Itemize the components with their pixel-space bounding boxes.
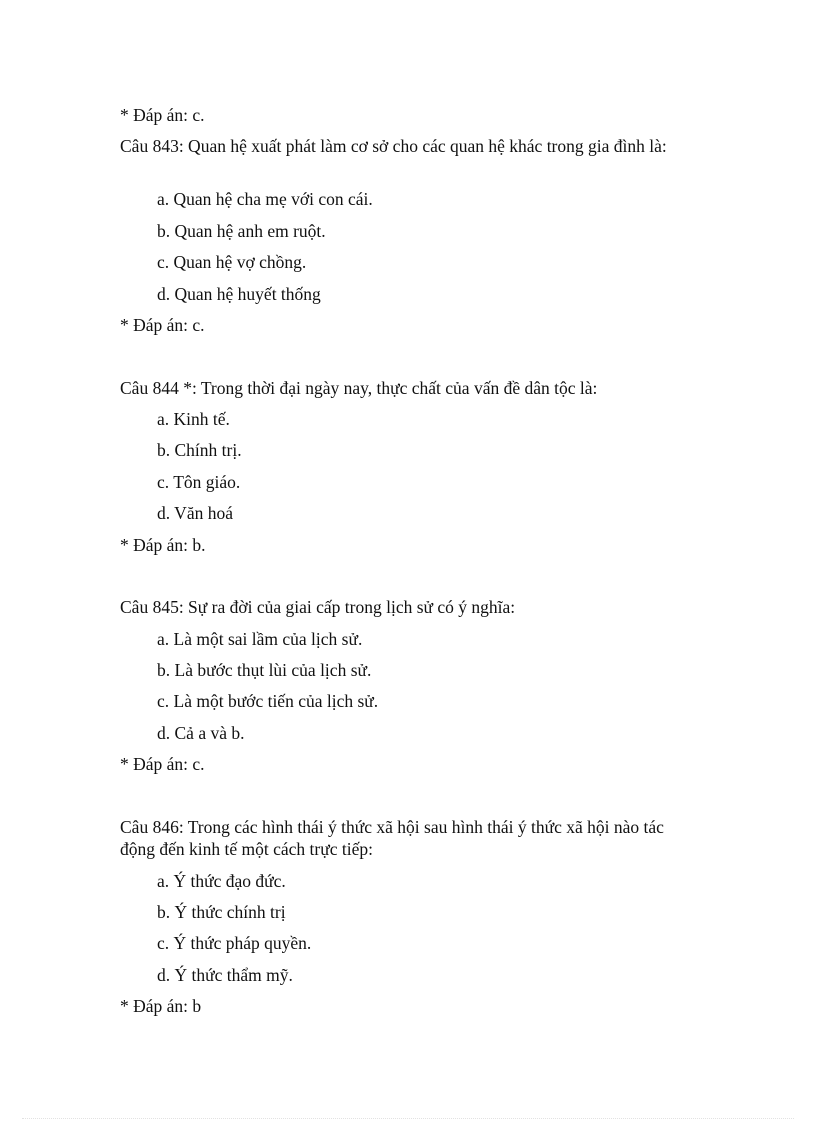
- option-b: b. Ý thức chính trị: [157, 902, 286, 922]
- answer-line: * Đáp án: c.: [120, 315, 205, 335]
- option-b: b. Là bước thụt lùi của lịch sử.: [157, 660, 372, 680]
- option-c: c. Quan hệ vợ chồng.: [157, 252, 307, 272]
- answer-line: * Đáp án: c.: [120, 754, 205, 774]
- option-c: c. Tôn giáo.: [157, 472, 241, 492]
- answer-line: * Đáp án: c.: [120, 105, 205, 125]
- option-c: c. Là một bước tiến của lịch sử.: [157, 691, 379, 711]
- option-d: d. Ý thức thẩm mỹ.: [157, 965, 293, 985]
- option-b: b. Quan hệ anh em ruột.: [157, 221, 326, 241]
- option-b: b. Chính trị.: [157, 440, 242, 460]
- question-845: Câu 845: Sự ra đời của giai cấp trong lịch sử có ý nghĩa:: [120, 597, 516, 617]
- option-a: a. Quan hệ cha mẹ với con cái.: [157, 189, 373, 209]
- option-a: a. Là một sai lầm của lịch sử.: [157, 629, 363, 649]
- option-c: c. Ý thức pháp quyền.: [157, 933, 312, 953]
- question-843: Câu 843: Quan hệ xuất phát làm cơ sở cho các quan hệ khác trong gia đình là:: [120, 136, 667, 156]
- option-d: d. Văn hoá: [157, 503, 233, 523]
- option-d: d. Quan hệ huyết thống: [157, 284, 321, 304]
- option-d: d. Cả a và b.: [157, 723, 245, 743]
- question-844: Câu 844 *: Trong thời đại ngày nay, thực chất của vấn đề dân tộc là:: [120, 378, 598, 398]
- question-846: Câu 846: Trong các hình thái ý thức xã hội sau hình thái ý thức xã hội nào tác động đến kinh tế một cách trực tiếp:: [120, 817, 664, 859]
- option-a: a. Ý thức đạo đức.: [157, 871, 286, 891]
- page-bottom-divider: [22, 1118, 794, 1119]
- option-a: a. Kinh tế.: [157, 409, 230, 429]
- answer-line: * Đáp án: b.: [120, 535, 206, 555]
- answer-line: * Đáp án: b: [120, 996, 202, 1016]
